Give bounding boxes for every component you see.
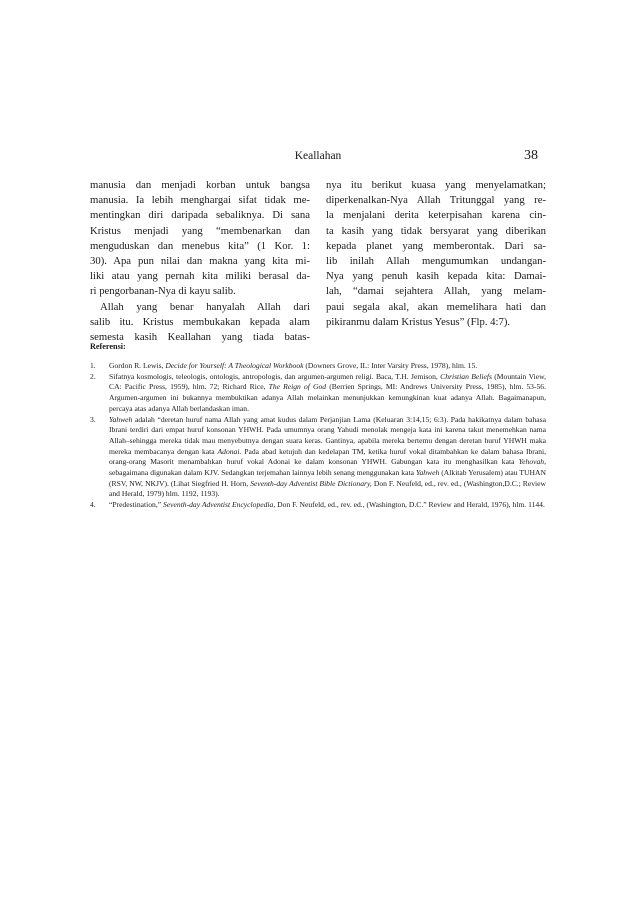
text-line: la menjalani derita keterpisahan karena cin- xyxy=(326,209,546,222)
reference-number: 1. xyxy=(90,361,96,370)
text-line: lah, “damai sejahtera Allah, yang melam- xyxy=(326,285,546,298)
text-line: Nya yang penuh kasih kepada kita: Damai- xyxy=(326,270,546,283)
text-line: salib itu. Kristus membukakan kepada alam xyxy=(90,315,310,328)
reference-term: Yahweh xyxy=(415,468,440,478)
text-line: Kristus menjadi yang “membenarkan dan xyxy=(90,224,310,237)
reference-title: The Reign of God xyxy=(268,382,327,392)
reference-title: Decide for Yourself: A Theological Workbook xyxy=(165,361,304,370)
reference-text: (Berrien Springs, MI: Andrews University Press, 1985), hlm. 53-56. Argumen-argumen ini bukannya membuktikan adanya Allah melainkan menunjukkan kemungkinan kuat adanya Allah. Bagaimanapun, percaya atas adanya Allah berlandaskan iman. xyxy=(109,382,546,413)
reference-number: 4. xyxy=(90,500,96,510)
reference-title: Christian Beliefs xyxy=(440,371,492,381)
text-line: ri pengorbanan-Nya di kayu salib. xyxy=(90,285,236,298)
text-line: menguduskan dan menebus kita” (1 Kor. 1: xyxy=(90,239,310,252)
reference-item xyxy=(90,415,546,501)
text-line: kepada planet yang memberontak. Dari sa- xyxy=(326,239,546,252)
reference-item xyxy=(90,361,546,372)
text-line: mentingkan diri daripada sebaliknya. Di sana xyxy=(90,209,310,222)
reference-term: Yahweh xyxy=(109,414,133,424)
text-line: paui segala akal, akan memelihara hati dan xyxy=(326,300,546,313)
text-line: ta kasih yang tidak bersyarat yang diberikan xyxy=(326,224,546,237)
text-line: manusia dan menjadi korban untuk bangsa xyxy=(90,179,310,191)
reference-title: Seventh-day Adventist Encyclopedia, xyxy=(162,500,276,510)
text-line: nya itu berikut kuasa yang menyelamatkan; xyxy=(326,179,546,191)
references-heading: Referensi: xyxy=(90,342,126,351)
reference-item xyxy=(90,372,546,415)
reference-term: Yehovah, xyxy=(518,457,546,467)
reference-number: 3. xyxy=(90,414,96,424)
page-number: 38 xyxy=(524,148,538,163)
reference-title: Seventh-day Adventist Bible Dictionary, xyxy=(250,478,372,488)
text-line: liki atau yang pernah kita miliki berasal da- xyxy=(90,270,310,283)
left-column xyxy=(90,178,310,345)
text-line: Allah yang benar hanyalah Allah dari xyxy=(100,300,310,313)
reference-text: sebagaimana digunakan dalam KJV. Sedangkan terjemahan lainnya lebih senang menggunakan kata xyxy=(109,468,416,478)
chapter-title: Keallahan xyxy=(294,150,342,162)
reference-text: “Predestination,” xyxy=(109,500,163,510)
text-line: diperkenalkan-Nya Allah Tritunggal yang re- xyxy=(326,194,546,207)
text-line: lib inilah Allah mengumumkan undangan- xyxy=(326,255,546,268)
reference-text: (Mountain View, CA: Pacific Press, 1959), hlm. 72; Richard Rice, xyxy=(109,371,546,392)
reference-text: Pada abad ketujuh dan kedelapan TM, ketika huruf vokal ditambahkan ke dalam bahasa Ibrani, orang-orang Masorit menambahkan huruf vokal Adonai ke dalam konsonan YHWH. Gabungan kata itu menghasilkan kata xyxy=(109,446,546,467)
reference-text: Don F. Neufeld, ed., rev. ed., (Washington,D.C.; Review and Herald, 1979) hlm. 1192, 1193). xyxy=(109,478,546,499)
reference-text: Don F. Neufeld, ed., rev. ed., (Washington, D.C.” Review and Herald, 1976), hlm. 1144. xyxy=(275,500,545,510)
text-line: semesta kasih Keallahan yang tiada batas- xyxy=(90,331,310,344)
text-line: pikiranmu dalam Kristus Yesus” (Flp. 4:7). xyxy=(326,315,511,328)
running-header xyxy=(90,150,546,166)
reference-number: 2. xyxy=(90,371,96,381)
reference-text: adalah “deretan huruf nama Allah yang amat kudus dalam Perjanjian Lama (Keluaran 3:14,15; 6:3). Pada hakikatnya dalam bahasa Ibrani terdiri dari empat huruf konsonan YHWH. Pada umumnya orang Yahudi menolak mengeja kata ini karena takut menemehkan nama Allah–sehingga mereka tidak mau menyebutnya dengan suara keras. Gantinya, apabila mereka bertemu dengan deretan huruf YHWH maka mereka membacanya dengan kata xyxy=(109,414,546,456)
references-list xyxy=(90,361,546,511)
reference-text: Gordon R. Lewis, xyxy=(109,361,166,370)
reference-text: (Downers Grove, IL: Inter Varsity Press, 1978), hlm. 15. xyxy=(303,361,478,370)
text-line: manusia. Ia lebih menghargai sifat tidak me- xyxy=(90,194,310,207)
reference-item xyxy=(90,500,546,511)
text-line: 30). Apa pun nilai dan makna yang kita mi- xyxy=(90,255,310,268)
right-column xyxy=(326,178,546,330)
reference-text: Sifatnya kosmologis, teleologis, ontologis, antropologis, dan argumen-argumen religi. Baca, T.H. Jemison, xyxy=(109,371,441,381)
reference-term: Adonai. xyxy=(217,446,242,456)
reference-text: (Alkitab Yerusalem) atau TUHAN (RSV, NW, NKJV). (Lihat Siegfried H. Horn, xyxy=(109,468,546,488)
